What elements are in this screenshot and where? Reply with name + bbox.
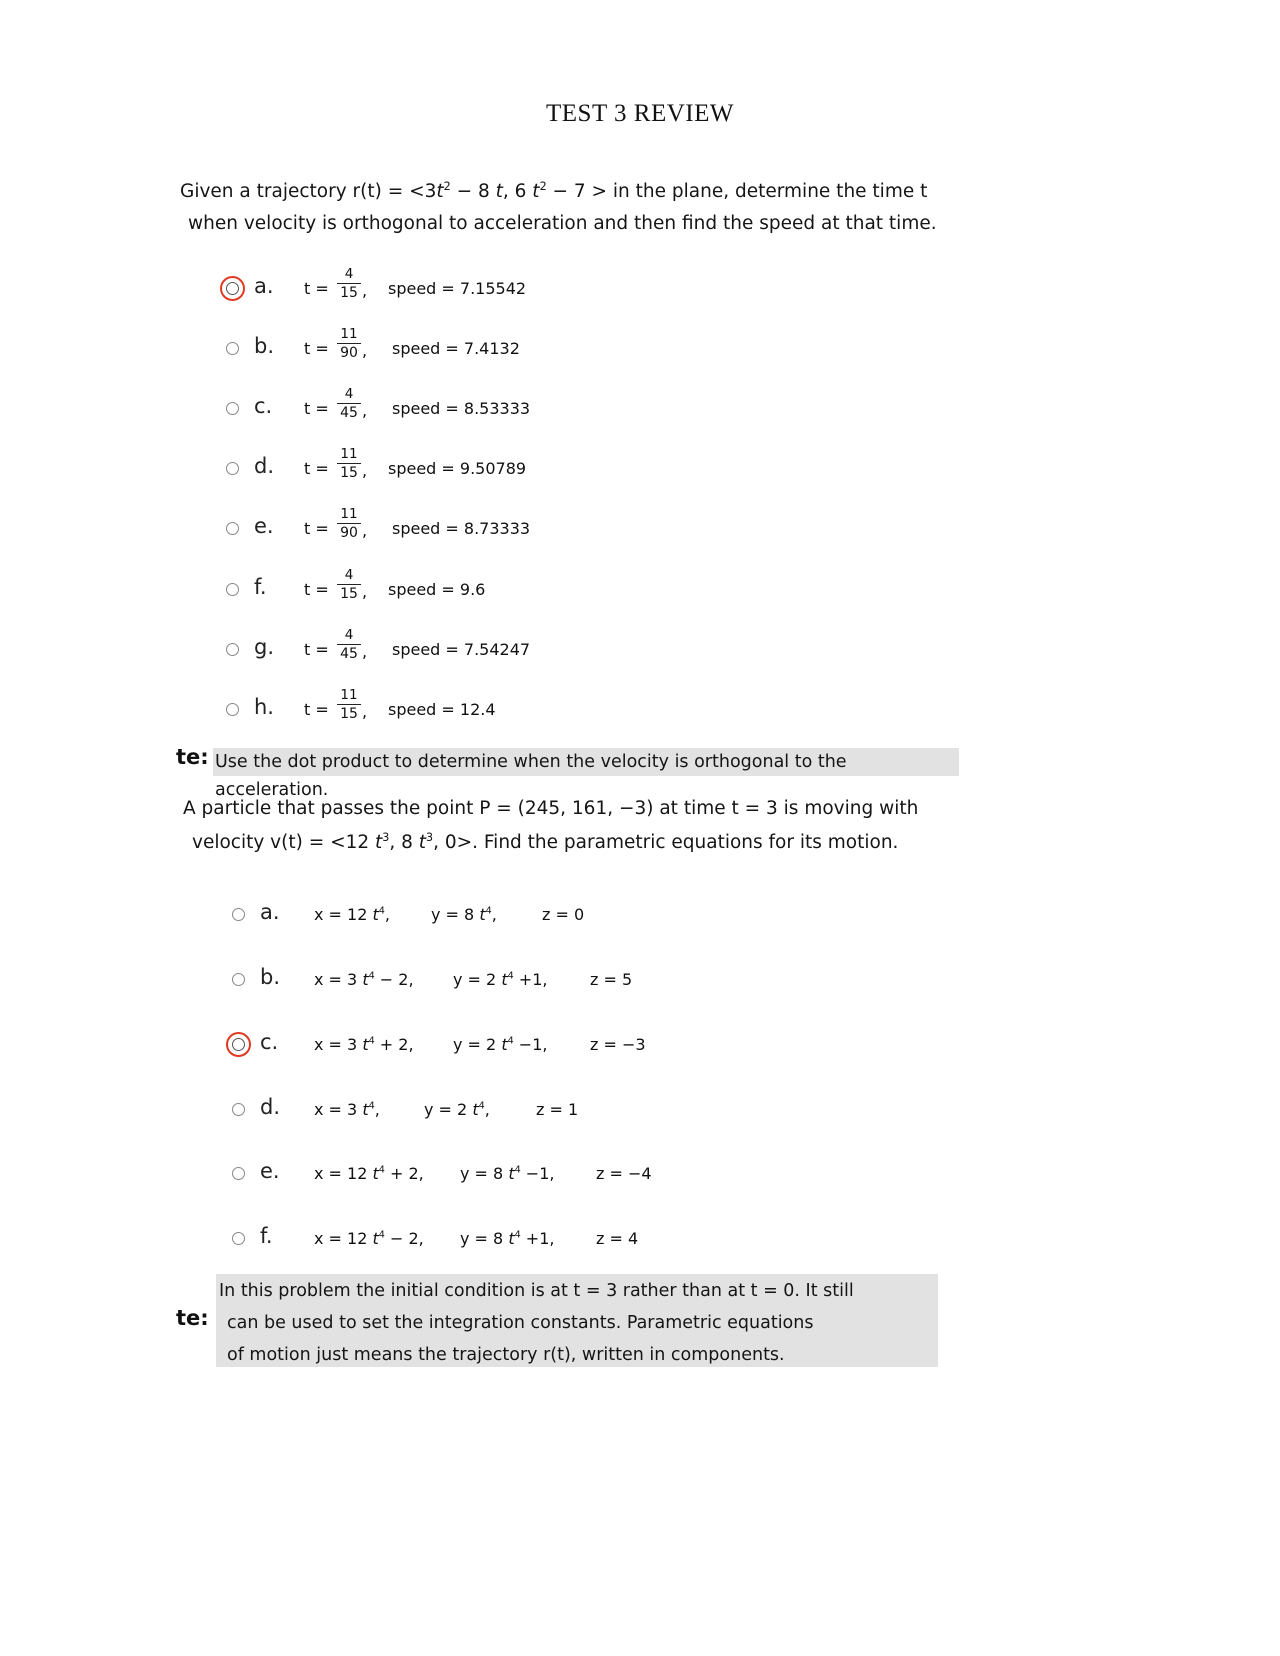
option-letter: e.	[254, 514, 274, 538]
radio-button[interactable]	[232, 973, 245, 986]
option-letter: f.	[254, 575, 267, 599]
y-equation: y = 8 $t^4 -1$,	[460, 1164, 555, 1183]
note-label: te:	[176, 1306, 209, 1330]
radio-button[interactable]	[226, 583, 239, 596]
z-equation: z = −3	[590, 1035, 646, 1054]
option-letter: h.	[254, 695, 274, 719]
t-label: t =	[304, 700, 329, 719]
speed-value: speed = 7.4132	[392, 339, 520, 358]
x-equation: x = 3 $t^4 - 2$,	[314, 970, 414, 989]
speed-value: speed = 9.50789	[388, 459, 527, 478]
y-equation: y = 2 $t^4 -1$,	[453, 1035, 548, 1054]
question-1-prompt-line-2: when velocity is orthogonal to acceleration and then find the speed at that time.	[188, 213, 937, 234]
t-label: t =	[304, 279, 329, 298]
speed-value: speed = 8.73333	[392, 519, 531, 538]
hint-note-line: In this problem the initial condition is at t = 3 rather than at t = 0. It still	[219, 1281, 854, 1301]
y-equation: y = 2 $t^4$,	[424, 1100, 490, 1119]
speed-value: speed = 9.6	[388, 580, 486, 599]
option-letter: f.	[260, 1224, 273, 1248]
option-letter: b.	[254, 334, 275, 358]
option-letter: c.	[254, 394, 273, 418]
t-label: t =	[304, 339, 329, 358]
t-label: t =	[304, 640, 329, 659]
question-2-prompt-line-1: A particle that passes the point P = (245, 161, −3) at time t = 3 is moving with	[183, 798, 919, 819]
y-equation: y = 8 $t^4$,	[431, 905, 497, 924]
question-2-prompt-line-2: velocity v(t) = <12 $t^3$, 8 $t^3$, 0>. Find the parametric equations for its motion.	[192, 830, 899, 853]
radio-button[interactable]	[232, 908, 245, 921]
option-letter: e.	[260, 1159, 280, 1183]
y-equation: y = 2 $t^4 +1$,	[453, 970, 548, 989]
radio-button[interactable]	[226, 703, 239, 716]
fraction: 4 15	[336, 567, 362, 603]
speed-value: speed = 7.54247	[392, 640, 531, 659]
note-label: te:	[176, 745, 209, 769]
option-letter: c.	[260, 1030, 279, 1054]
option-letter: g.	[254, 635, 275, 659]
page-title: TEST 3 REVIEW	[546, 100, 734, 127]
x-equation: x = 12 $t^4 - 2$,	[314, 1229, 424, 1248]
hint-note-line: of motion just means the trajectory r(t), written in components.	[227, 1345, 785, 1365]
t-label: t =	[304, 399, 329, 418]
x-equation: x = 12 $t^4 + 2$,	[314, 1164, 424, 1183]
option-letter: a.	[260, 900, 280, 924]
z-equation: z = 5	[590, 970, 633, 989]
radio-button-selected[interactable]	[232, 1038, 245, 1051]
radio-button[interactable]	[226, 462, 239, 475]
x-equation: x = 3 $t^4 + 2$,	[314, 1035, 414, 1054]
z-equation: z = 1	[536, 1100, 579, 1119]
radio-button[interactable]	[226, 342, 239, 355]
y-equation: y = 8 $t^4 +1$,	[460, 1229, 555, 1248]
fraction: 4 15	[336, 266, 362, 302]
fraction: 11 15	[336, 687, 362, 723]
option-letter: a.	[254, 274, 274, 298]
radio-button[interactable]	[226, 522, 239, 535]
z-equation: z = −4	[596, 1164, 652, 1183]
speed-value: speed = 7.15542	[388, 279, 527, 298]
question-1-prompt	[180, 176, 937, 240]
radio-button[interactable]	[226, 402, 239, 415]
fraction: 4 45	[336, 627, 362, 663]
fraction: 11 90	[336, 326, 362, 362]
question-1-prompt-line-1: Given a trajectory $r(t) = <3t^2 - 8$ t, 6 $t^2 - 7$ > in the plane, determine the time t	[180, 179, 928, 202]
fraction: 4 45	[336, 386, 362, 422]
fraction: 11 15	[336, 446, 362, 482]
radio-button-selected[interactable]	[226, 282, 239, 295]
z-equation: z = 4	[596, 1229, 639, 1248]
t-label: t =	[304, 580, 329, 599]
t-label: t =	[304, 459, 329, 478]
t-label: t =	[304, 519, 329, 538]
x-equation: x = 3 $t^4$,	[314, 1100, 380, 1119]
hint-note: Use the dot product to determine when the velocity is orthogonal to the acceleration.	[213, 748, 959, 776]
option-letter: b.	[260, 965, 281, 989]
radio-button[interactable]	[232, 1167, 245, 1180]
hint-note-line: can be used to set the integration constants. Parametric equations	[227, 1313, 814, 1333]
x-equation: x = 12 $t^4$,	[314, 905, 390, 924]
question-2-prompt	[183, 792, 918, 860]
speed-value: speed = 8.53333	[392, 399, 531, 418]
radio-button[interactable]	[226, 643, 239, 656]
radio-button[interactable]	[232, 1103, 245, 1116]
option-letter: d.	[260, 1095, 281, 1119]
fraction: 11 90	[336, 506, 362, 542]
hint-note	[216, 1274, 938, 1367]
radio-button[interactable]	[232, 1232, 245, 1245]
z-equation: z = 0	[542, 905, 585, 924]
speed-value: speed = 12.4	[388, 700, 496, 719]
option-letter: d.	[254, 454, 275, 478]
